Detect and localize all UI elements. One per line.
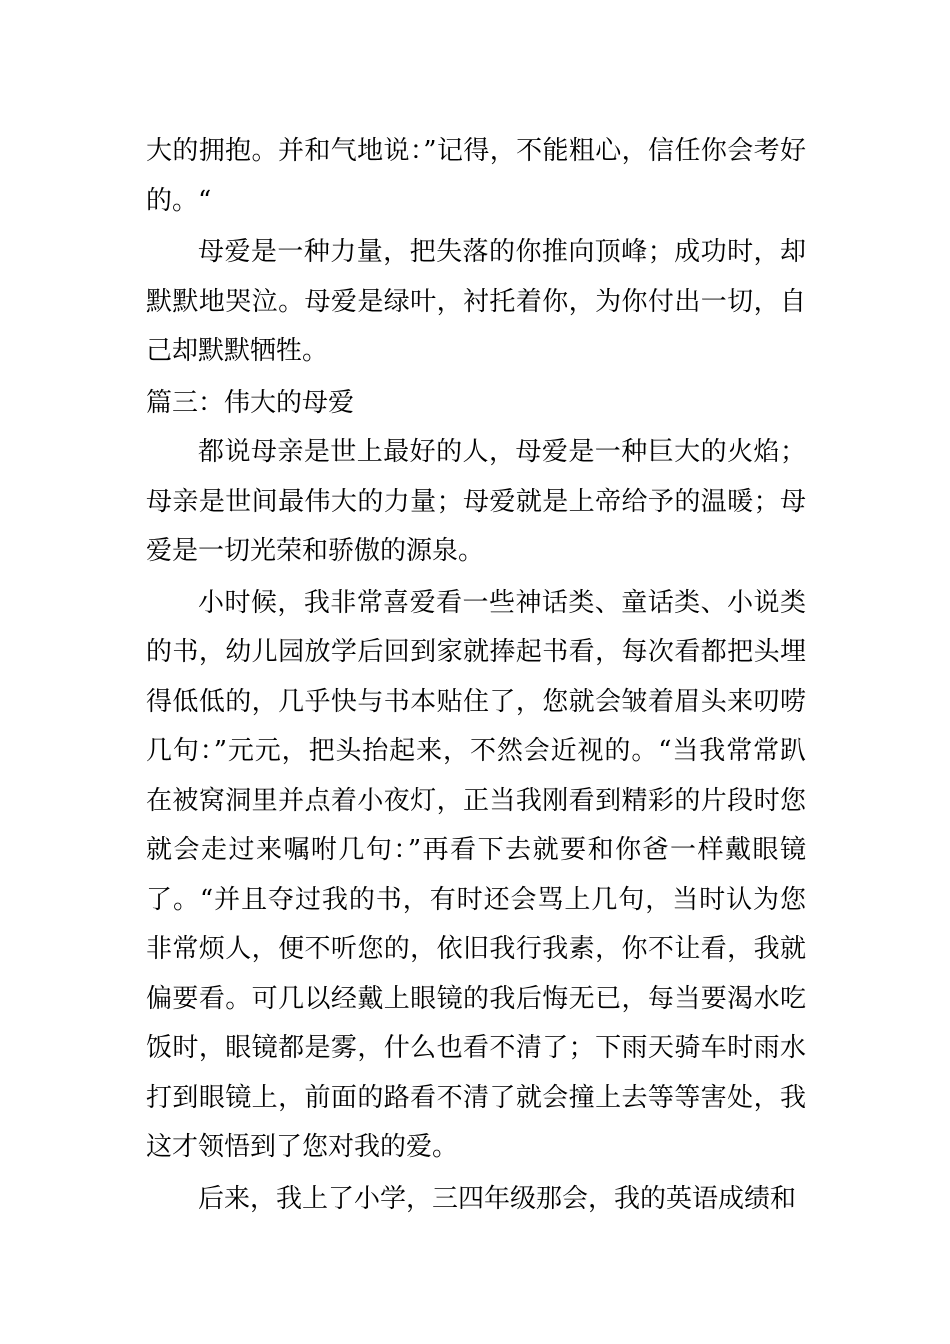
paragraph-childhood-story: 小时候，我非常喜爱看一些神话类、童话类、小说类的书，幼儿园放学后回到家就捧起书看，每次看都把头埋得低低的，几乎快与书本贴住了，您就会皱着眉头来叨唠几句：”元元，把头抬起来，不然会近视的。“当我常常趴在被窝洞里并点着小夜灯，正当我刚看到精彩的片段时您就会走过来嘱咐几句：”再看下去就要和你爸一样戴眼镜了。“并且夺过我的书，有时还会骂上几句，当时认为您非常烦人，便不听您的，依旧我行我素，你不让看，我就偏要看。可几以经戴上眼镜的我后悔无已，每当要渴水吃饭时，眼镜都是雾，什么也看不清了；下雨天骑车时雨水打到眼镜上，前面的路看不清了就会撞上去等等害处，我这才领悟到了您对我的爱。 [146, 587, 806, 1162]
document-body [146, 127, 806, 1226]
paragraph-mother-definition: 都说母亲是世上最好的人，母爱是一种巨大的火焰；母亲是世间最伟大的力量；母爱就是上帝给予的温暖；母爱是一切光荣和骄傲的源泉。 [146, 437, 806, 566]
paragraph-mother-love-strength: 母爱是一种力量，把失落的你推向顶峰；成功时，却默默地哭泣。母爱是绿叶，衬托着你，为你付出一切，自己却默默牺牲。 [146, 237, 806, 366]
section-heading: 篇三：伟大的母爱 [146, 387, 355, 418]
paragraph-primary-school: 后来，我上了小学，三四年级那会，我的英语成绩和 [198, 1183, 797, 1214]
paragraph-continuation: 大的拥抱。并和气地说：”记得，不能粗心，信任你会考好的。“ [146, 136, 806, 216]
